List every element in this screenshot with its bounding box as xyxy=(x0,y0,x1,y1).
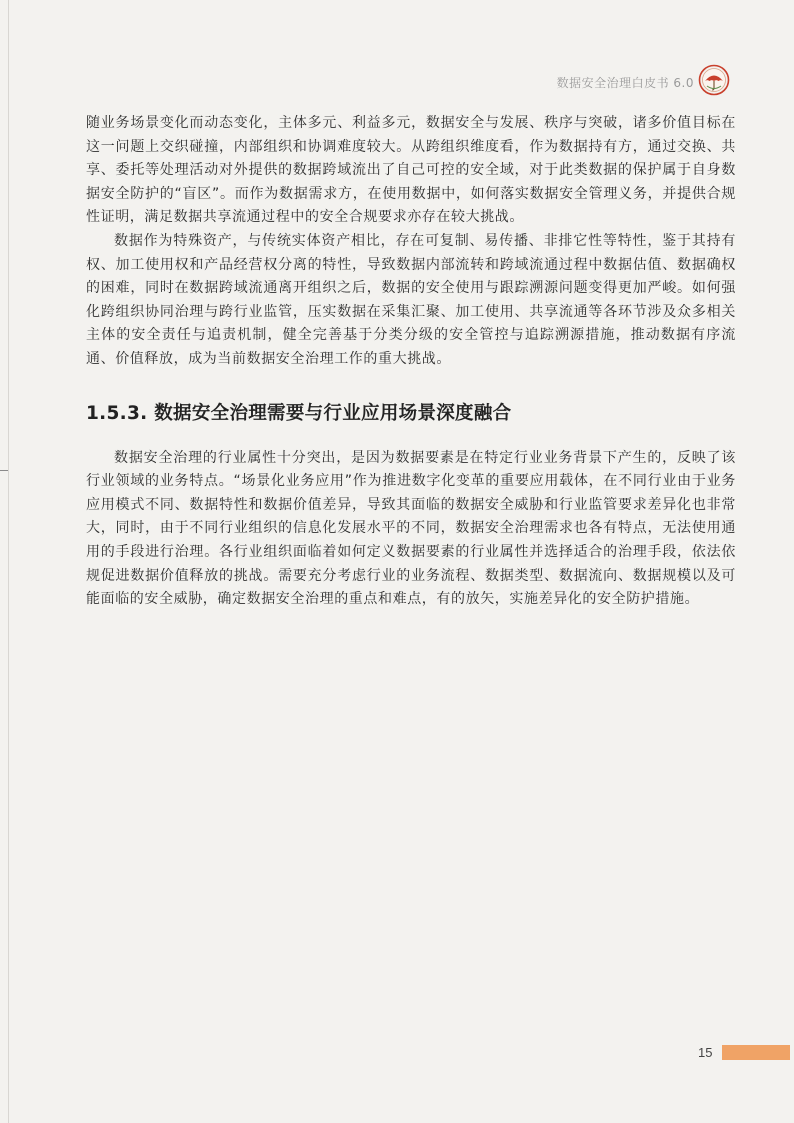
page-edge-tick xyxy=(0,470,8,471)
running-header-title: 数据安全治理白皮书 6.0 xyxy=(556,76,694,90)
umbrella-logo-icon xyxy=(698,64,730,96)
body-paragraph-3: 数据安全治理的行业属性十分突出，是因为数据要素是在特定行业业务背景下产生的，反映了该行业领域的业务特点。“场景化业务应用”作为推进数字化变革的重要应用载体，在不同行业由于业务应用模式不同、数据特性和数据价值差异，导致其面临的数据安全威胁和行业监管要求差异化也非常大，同时，由于不同行业组织的信息化发展水平的不同，数据安全治理需求也各有特点，无法使用通用的手段进行治理。各行业组织面临着如何定义数据要素的行业属性并选择适合的治理手段，依法依规促进数据价值释放的挑战。需要充分考虑行业的业务流程、数据类型、数据流向、数据规模以及可能面临的安全威胁，确定数据安全治理的重点和难点，有的放矢，实施差异化的安全防护措施。 xyxy=(86,449,736,608)
page-number-bar xyxy=(722,1045,790,1060)
page-number: 15 xyxy=(698,1045,713,1060)
page-content xyxy=(86,112,736,612)
section-heading: 1.5.3. 数据安全治理需要与行业应用场景深度融合 xyxy=(86,402,512,424)
page-edge-line xyxy=(8,0,9,1123)
body-paragraph-1: 随业务场景变化而动态变化，主体多元、利益多元，数据安全与发展、秩序与突破，诸多价值目标在这一问题上交织碰撞，内部组织和协调难度较大。从跨组织维度看，作为数据持有方，通过交换、共享、委托等处理活动对外提供的数据跨域流出了自己可控的安全域，对于此类数据的保护属于自身数据安全防护的“盲区”。而作为数据需求方，在使用数据中，如何落实数据安全管理义务，并提供合规性证明，满足数据共享流通过程中的安全合规要求亦存在较大挑战。 xyxy=(86,115,736,226)
body-paragraph-2: 数据作为特殊资产，与传统实体资产相比，存在可复制、易传播、非排它性等特性，鉴于其持有权、加工使用权和产品经营权分离的特性，导致数据内部流转和跨域流通过程中数据估值、数据确权的困难，同时在数据跨域流通离开组织之后，数据的安全使用与跟踪溯源问题变得更加严峻。如何强化跨组织协同治理与跨行业监管，压实数据在采集汇聚、加工使用、共享流通等各环节涉及众多相关主体的安全责任与追责机制，健全完善基于分类分级的安全管控与追踪溯源措施，推动数据有序流通、价值释放，成为当前数据安全治理工作的重大挑战。 xyxy=(86,232,736,367)
